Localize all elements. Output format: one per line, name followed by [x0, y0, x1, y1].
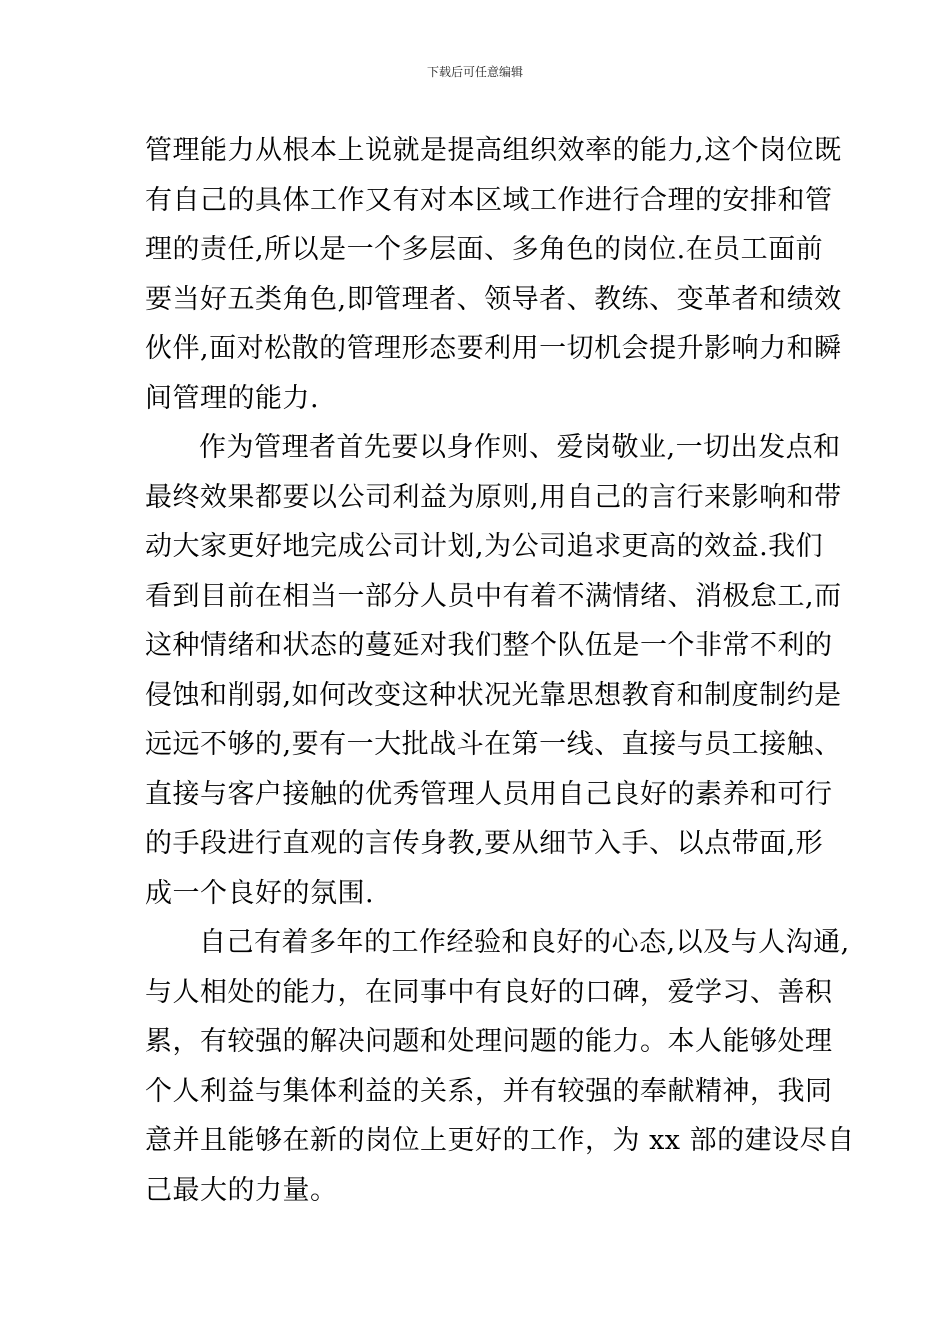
paragraph-line: 间管理的能力. [145, 382, 320, 414]
paragraph-line: 成一个良好的氛围. [145, 877, 375, 909]
paragraph-line: 侵蚀和削弱,如何改变这种状况光靠思想教育和制度制约是 [145, 679, 842, 711]
page-header: 下载后可任意编辑 [426, 65, 523, 79]
paragraph-line: 远远不够的,要有一大批战斗在第一线、直接与员工接触、 [145, 729, 842, 760]
paragraph-line: 与人相处的能力，在同事中有良好的口碑，爱学习、善积 [145, 976, 833, 1008]
paragraph-line: 作为管理者首先要以身作则、爱岗敬业,一切出发点和 [199, 432, 841, 463]
paragraph-line: 累，有较强的解决问题和处理问题的能力。本人能够处理 [145, 1026, 833, 1057]
paragraph-line: 管理能力从根本上说就是提高组织效率的能力,这个岗位既 [145, 135, 842, 166]
paragraph-1 [145, 126, 842, 423]
paragraph-line: 要当好五类角色,即管理者、领导者、教练、变革者和绩效 [145, 283, 842, 315]
paragraph-line: 理的责任,所以是一个多层面、多角色的岗位.在员工面前 [145, 234, 824, 265]
paragraph-line: 动大家更好地完成公司计划,为公司追求更高的效益.我们 [145, 531, 824, 562]
paragraph-line: 伙伴,面对松散的管理形态要利用一切机会提升影响力和瞬 [145, 333, 842, 364]
paragraph-line: 意并且能够在新的岗位上更好的工作，为 xx 部的建设尽自 [145, 1125, 855, 1156]
paragraph-3 [145, 918, 855, 1215]
paragraph-2 [145, 423, 842, 918]
paragraph-line: 这种情绪和状态的蔓延对我们整个队伍是一个非常不利的 [145, 630, 833, 661]
paragraph-line: 个人利益与集体利益的关系，并有较强的奉献精神，我同 [145, 1075, 833, 1107]
paragraph-line: 看到目前在相当一部分人员中有着不满情绪、消极怠工,而 [145, 580, 842, 612]
paragraph-line: 直接与客户接触的优秀管理人员用自己良好的素养和可行 [145, 778, 833, 810]
paragraph-line: 的手段进行直观的言传身教,要从细节入手、以点带面,形 [145, 828, 824, 859]
paragraph-line: 有自己的具体工作又有对本区域工作进行合理的安排和管 [145, 184, 833, 216]
paragraph-line: 自己有着多年的工作经验和良好的心态,以及与人沟通, [199, 927, 850, 958]
paragraph-line: 最终效果都要以公司利益为原则,用自己的言行来影响和带 [145, 481, 842, 513]
document-body [145, 126, 855, 1215]
paragraph-line: 己最大的力量。 [145, 1174, 338, 1206]
